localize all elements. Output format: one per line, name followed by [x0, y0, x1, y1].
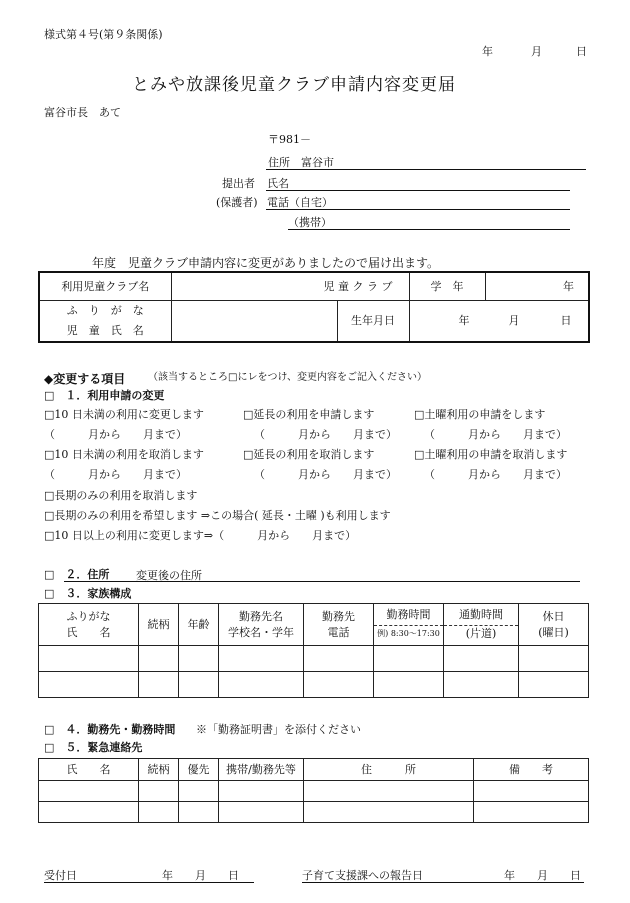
family-furigana-label: ふりがな: [66, 609, 111, 623]
family-header-work-phone: [304, 604, 374, 646]
phone-label: 電話（自宅）: [267, 196, 333, 209]
work-heading: □ ４．勤務先・勤務時間: [44, 723, 176, 736]
address-heading: □ ２．住所: [44, 568, 110, 581]
family-cell[interactable]: [444, 672, 519, 698]
commute-label: 通勤時間: [444, 607, 518, 626]
emergency-cell[interactable]: [139, 781, 179, 802]
table-row: [39, 672, 589, 698]
period-under10-cancel[interactable]: （ 月から 月まで）: [44, 468, 187, 481]
guardian-label: (保護者): [216, 196, 258, 209]
submitter-label: 提出者: [222, 177, 255, 190]
family-cell[interactable]: [304, 646, 374, 672]
family-cell[interactable]: [219, 672, 304, 698]
family-header-relation: 続柄: [139, 604, 179, 646]
emergency-cell[interactable]: [179, 781, 219, 802]
birth-date-field[interactable]: [409, 300, 589, 342]
family-cell[interactable]: [179, 646, 219, 672]
new-address-line[interactable]: [64, 581, 580, 582]
birth-year: 年: [458, 314, 470, 328]
family-header-workplace: [219, 604, 304, 646]
emergency-cell[interactable]: [219, 802, 304, 823]
birth-label: 生年月日: [337, 300, 409, 342]
emergency-cell[interactable]: [39, 802, 139, 823]
period-extension-apply[interactable]: （ 月から 月まで）: [254, 428, 397, 441]
date-month: 月: [531, 45, 542, 58]
received-date[interactable]: 年 月 日: [162, 869, 239, 882]
commute-sub-label: (片道): [465, 627, 497, 640]
name-line: [266, 190, 570, 191]
table-row: [39, 646, 589, 672]
child-name-field[interactable]: [171, 300, 337, 342]
info-table: [38, 271, 590, 343]
report-label: 子育て支援課への報告日: [302, 869, 423, 882]
family-cell[interactable]: [519, 672, 589, 698]
checkbox-long-cancel[interactable]: □長期のみの利用を取消します: [44, 489, 198, 502]
checkbox-saturday-apply[interactable]: □土曜利用の申請をします: [414, 408, 546, 421]
addressee: 富谷市長 あて: [44, 106, 121, 119]
grade-field[interactable]: [485, 272, 589, 300]
family-header-holiday: [519, 604, 589, 646]
item1-heading: □ １．利用申請の変更: [44, 389, 165, 402]
emergency-cell[interactable]: [474, 802, 589, 823]
table-row: [39, 781, 589, 802]
family-header-age: 年齢: [179, 604, 219, 646]
family-cell[interactable]: [139, 672, 179, 698]
emergency-cell[interactable]: [39, 781, 139, 802]
address-label: 住所 富谷市: [268, 156, 334, 169]
emergency-header-address: 住 所: [304, 759, 474, 781]
family-header-work-hours: [374, 604, 444, 646]
birth-month: 月: [508, 314, 520, 328]
form-number: 様式第４号(第９条関係): [44, 28, 163, 41]
family-cell[interactable]: [179, 672, 219, 698]
statement: 年度 児童クラブ申請内容に変更がありましたので届け出ます。: [92, 256, 440, 270]
checkbox-extension-apply[interactable]: □延長の利用を申請します: [243, 408, 375, 421]
address-line: [266, 169, 586, 170]
child-name-label-cell: [39, 300, 171, 342]
checkbox-under10-cancel[interactable]: □10 日未満の利用を取消します: [44, 448, 204, 461]
received-label: 受付日: [44, 869, 77, 882]
emergency-cell[interactable]: [179, 802, 219, 823]
work-hours-label: 勤務時間: [374, 607, 443, 626]
club-suffix: 児 童 ク ラ ブ: [323, 279, 393, 293]
mobile-line: [288, 229, 570, 230]
checkbox-over10[interactable]: □10 日以上の利用に変更します⇒（ 月から 月まで）: [44, 529, 357, 542]
received-line: [44, 882, 254, 883]
page-title: とみや放課後児童クラブ申請内容変更届: [132, 75, 456, 95]
emergency-header-relation: 続柄: [139, 759, 179, 781]
emergency-heading: □ ５．緊急連絡先: [44, 741, 143, 754]
checkbox-extension-cancel[interactable]: □延長の利用を取消します: [243, 448, 375, 461]
change-heading: ◆変更する項目: [44, 372, 126, 386]
emergency-header-priority: 優先: [179, 759, 219, 781]
family-cell[interactable]: [519, 646, 589, 672]
family-cell[interactable]: [219, 646, 304, 672]
mobile-label: （携帯）: [288, 216, 332, 229]
holiday-sub-label: (曜日): [538, 625, 569, 639]
family-name-label: 氏 名: [66, 625, 111, 639]
grade-label: 学 年: [409, 272, 485, 300]
work-note: ※「勤務証明書」を添付ください: [196, 723, 361, 736]
workplace-label-1: 勤務先名: [239, 609, 283, 623]
checkbox-saturday-cancel[interactable]: □土曜利用の申請を取消します: [414, 448, 568, 461]
work-phone-label-1: 勤務先: [322, 609, 355, 623]
phone-line: [266, 209, 570, 210]
family-cell[interactable]: [39, 646, 139, 672]
date-year: 年: [482, 45, 493, 58]
family-header-name: [39, 604, 139, 646]
family-table: [38, 603, 589, 698]
grade-suffix: 年: [563, 279, 574, 293]
period-under10-apply[interactable]: （ 月から 月まで）: [44, 428, 187, 441]
date-day: 日: [576, 45, 587, 58]
table-row: [39, 802, 589, 823]
emergency-cell[interactable]: [474, 781, 589, 802]
emergency-table: [38, 758, 589, 823]
new-address-label: 変更後の住所: [136, 569, 202, 582]
period-saturday-apply[interactable]: （ 月から 月まで）: [424, 428, 567, 441]
club-name-field[interactable]: [171, 272, 409, 300]
birth-day: 日: [560, 314, 572, 328]
emergency-cell[interactable]: [219, 781, 304, 802]
furigana-label: ふ り が な: [66, 303, 144, 317]
name-label: 氏名: [267, 177, 289, 190]
family-cell[interactable]: [444, 646, 519, 672]
change-note: （該当するところ□にレをつけ、変更内容をご記入ください）: [148, 372, 428, 383]
family-cell[interactable]: [374, 672, 444, 698]
checkbox-long-apply[interactable]: □長期のみの利用を希望します ⇒この場合( 延長・土曜 )も利用します: [44, 509, 391, 522]
emergency-cell[interactable]: [139, 802, 179, 823]
emergency-cell[interactable]: [304, 781, 474, 802]
family-header-commute: [444, 604, 519, 646]
family-cell[interactable]: [39, 672, 139, 698]
workplace-label-2: 学校名・学年: [228, 625, 294, 639]
period-extension-cancel[interactable]: （ 月から 月まで）: [254, 468, 397, 481]
report-line: [302, 882, 584, 883]
family-cell[interactable]: [374, 646, 444, 672]
period-saturday-cancel[interactable]: （ 月から 月まで）: [424, 468, 567, 481]
emergency-header-name: 氏 名: [39, 759, 139, 781]
emergency-cell[interactable]: [304, 802, 474, 823]
family-cell[interactable]: [139, 646, 179, 672]
work-hours-example: 例) 8:30～17:30: [377, 629, 440, 638]
emergency-header-contact: 携帯/勤務先等: [219, 759, 304, 781]
club-label: 利用児童クラブ名: [39, 272, 171, 300]
postal-code: 〒981－: [268, 133, 311, 146]
report-date[interactable]: 年 月 日: [504, 869, 581, 882]
checkbox-under10-apply[interactable]: □10 日未満の利用に変更します: [44, 408, 204, 421]
emergency-header-notes: 備 考: [474, 759, 589, 781]
work-phone-label-2: 電話: [327, 625, 350, 639]
child-name-label: 児 童 氏 名: [66, 323, 144, 337]
family-heading: □ ３．家族構成: [44, 587, 132, 600]
holiday-label: 休日: [542, 609, 565, 623]
family-cell[interactable]: [304, 672, 374, 698]
